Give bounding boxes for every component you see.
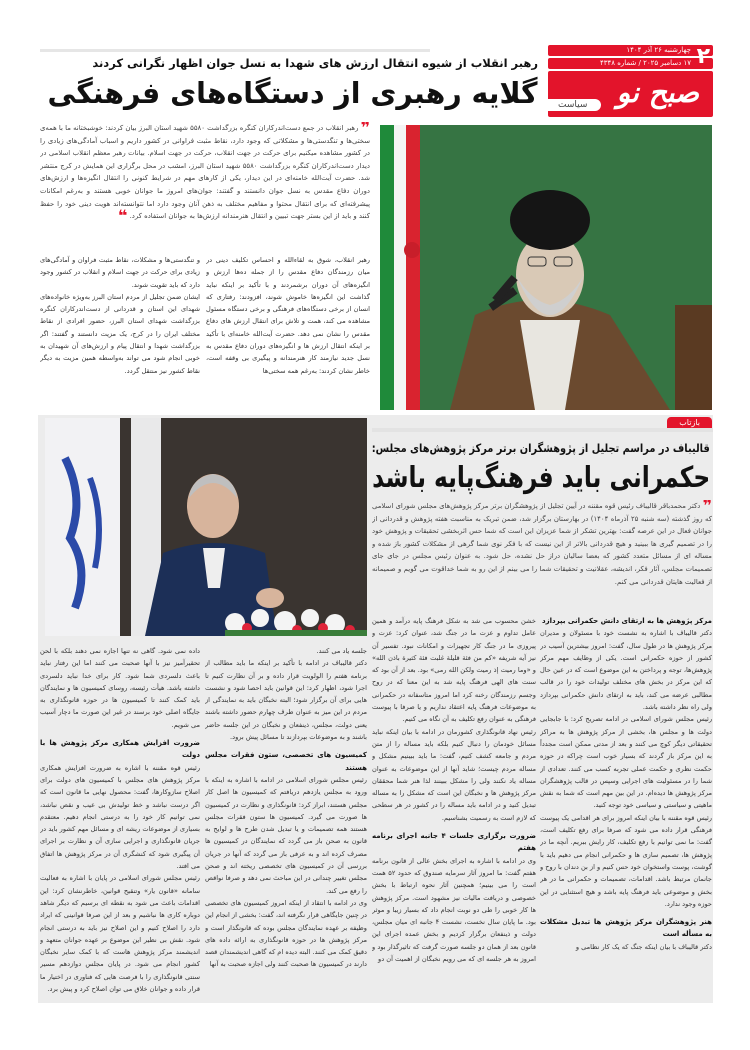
label-rule (372, 428, 713, 432)
newspaper-logo: صبح نو (616, 76, 699, 109)
paragraph: رئیس قوه مقننه با بیان اینکه امروز برای هر اقدامی یک پیوست فرهنگی قرار داده می شود که صرفا برای رفع تکلیف است، گفت: ما نمی توانیم با رفع تکلیف، کار رایش ببریم. آنچه ما در پژوهش ها، تصمیم سازی ها و حکمرانی انجام می دهیم باید با گوشت، پوست واستخوان خود حس کنیم و از بن دندان با روح و جانمان مرتبط باشد. اقدامات، تصمیمات و حکمرانی ما در هر بخش و موضوعی باید فرهنگ پایه باشد و هیچ استثنایی در این حوزه وجود ندارد. (540, 813, 712, 908)
paragraph: رهبر انقلاب، شوق به لقاءالله و احساس تکلیف دینی در میان رزمندگان دفاع مقدس را از جمله ده‌ها ارزش و انگیزه‌های آن دوران برشمردند و با تأکید بر اینکه نباید گذاشت این انگیزه‌ها خاموش شوند، افزودند: رفتاری که انسان از برخی دستگاه‌های فرهنگی و برخی دستگاه مسئول مشاهده می کند، همت و تلاش برای انتقال ارزش های دفاع مقدس را نشان نمی دهد. حضرت آیت‌الله خامنه‌ای با تأکید بر اینکه انتقال ارزش ها و انگیزه‌های دوران دفاع مقدس به نسل جدید نیازمند کار هنرمندانه و پیگیری بی وقفه است، خاطر نشان کردند: به‌رغم همه سختی‌ها (206, 256, 370, 375)
article2-kicker-box (372, 441, 710, 455)
quote-close-icon: ❝ (117, 206, 128, 226)
paragraph: خشن محسوب می شد به شکل فرهنگ پایه درآمد و همین عامل تداوم و عزت ما در جنگ شد، عنوان کرد: عزت و پیروزی ما در جنگ کار تجهیزات و امکانات نبود. تفسیر آن نیز آیه شریفه «کم من فئة قلیلة غلبت فئة کثیرة باذن الله» و «وما رمیت إذ رمیت ولکن الله رمی» بود. بعد از آن بود که سنت های الهی فرهنگ پایه شد به این معنا که در روح وجسم رزمندگان رخنه کرد اما امروز متاسفانه در حکمرانی به موضوعات فرهنگ پایه اعتقاد نداریم و یا صرفا با پیوست فرهنگی به عنوان رفع تکلیف به آن نگاه می کنیم. (372, 617, 536, 724)
masthead (548, 45, 713, 117)
paragraph: ایشان ضمن تجلیل از مردم استان البرز به‌ویژه خانواده‌های شهدای این استان و قدردانی از دست‌اندرکاران کنگره بزرگداشت شهدای استان البرز، حضور افرادی از نقاط مختلف ایران را در کرج، یک مزیت دانستند و گفتند: اگر بزرگداشت شهدا و انتقال پیام و ارزش‌های آن شهیدان به خوبی انجام شود می تواند به‌واسطه همین مزیت به دیگر نقاط کشور نیز منتقل گردد. (40, 292, 200, 375)
article2-headline-box (372, 460, 710, 494)
section-label: سیاست (548, 99, 601, 111)
quote-open-icon: ❞ (702, 500, 712, 515)
paragraph: دکتر قالیباف در ادامه با تأکید بر اینکه ما باید مطالب از برنامه هفتم را الولویت قرار داده و بر آن نظارت کنیم تا اجرا شود، اظهار کرد: این قوانین باید احصا شود و نشست هایی برای آن برگزار شود؛ البته نخبگان باید به نمایندگی از مردم در این میز به عنوان طرف چهارم حضور داشته باشند یعنی دولت، مجلس، ذینفعان و نخبگان در این جلسه حاضر باشند و به موضوعات بپردازند تا مسائل پیش برود. (205, 659, 367, 742)
article1-column-left (40, 254, 200, 402)
paragraph: رئیس قوه مقننه با اشاره به ضرورت افزایش همکاری مرکز پژوهش های مجلس با کمیسیون های دولت برای اصلاح سازوکارها، گفت: محصول نهایی ما قانون است که اگر درست نباشد و خط تولیدش بی عیب و نقص نباشد، نمی توانیم کار خود را به درستی انجام دهیم. معتقدم بسیاری از موضوعات ریشه ای و مسائل مهم کشور باید در جریان قانونگذاری و اجرایی سازی آن و نظارت بر اجرای آن پیگیری شود که کنشگری آن در مرکز پژوهش ها اتفاق می افتد. (40, 763, 200, 871)
subheading: کمیسیون های تخصصی، ستون فقرات مجلس هستند (205, 751, 367, 772)
paragraph: دکتر قالیباف با اشاره به نشست خود با مسئولان و مدیران مرکز پژوهش ها در طول سال، گفت: امروز بیشترین آسیب در کشور از حوزه حکمرانی است. یکی از وظایف مهم مرکز پژوهش‌ها، توجه و پرداختن به این موضوع است که در عین حال که این مرکز در بخش های مختلف تولیدات خود را در قالب مطالبی عرضه می کند، باید به ارتقای دانش حکمرانی بپردازد ولی راه نظر داشته باشد. (540, 629, 712, 712)
subheading: مرکز پژوهش ها به ارتقای دانش حکمرانی بپردازد (542, 617, 712, 625)
date-persian: چهارشنبه ۲۶ آذر ۱۴۰۴ (548, 45, 713, 56)
article2-lead (372, 500, 712, 608)
top-rule (40, 49, 430, 52)
article2-column-1 (540, 615, 712, 1000)
logo-box (548, 71, 713, 117)
paragraph: رئیس نهاد قانونگذاری کشورمان در ادامه با بیان اینکه نباید مسائل خودمان را دنبال کنیم بلکه باید مساله را از متن مردم و جامعه کشف کنیم، گفت: ما باید ببینیم مشکل و مساله مردم چیست؛ شاید آنها از این موضوعات به عنوان مساله یاد نکنند ولی را مشکل ببینند لذا هنر شما محققان مرکز پژوهش ها و نخبگان این است که مشکل را به مساله تبدیل کنید و در ادامه باید مساله را در کشور در هر سطحی که لازم است به رسمیت بشناسیم. (372, 727, 536, 822)
quote-open-icon: ❞ (360, 122, 370, 137)
subheading: ضرورت افزایش همکاری مرکز پژوهش ها با دولت (40, 739, 200, 760)
paragraph: رئیس مجلس شورای اسلامی در ادامه تصریح کرد: با جابجایی دولت ها و مجلس ها، بخشی از مرکز پژوهش ها به مراکز تحقیقاتی دیگر کوچ می کنند و بعد از مدتی ممکن است مجدداً به این مرکز باز گردند که بسیار خوب است چراکه در حوزه حکمت نظری و حکمت عملی تجربه کسب می کنند. تعدادی از شما را در مسئولیت های اجرایی وسپس در قالب پژوهشگران مرکز پژوهش ها دیده‌ام. در این بین مهم است که شما به نقش ماهیتی و سیاستی و سیاسی خود توجه کنید. (540, 715, 712, 810)
date-gregorian-issue: ۱۷ دسامبر ۲۰۲۵ / شماره ۴۳۴۸ (548, 58, 713, 69)
article2-column-4 (40, 645, 200, 1000)
article1-lead (40, 122, 370, 250)
paragraph: وی در ادامه با انتقاد از اینکه امروز کمیسیون های تخصصی در چنین جایگاهی قرار نگرفته اند، گفت: بخشی از انجام این وظیفه بر عهده نمایندگان مجلس بوده که قانونگذار است و مرکز پژوهش ها در حوزه قانونگذاری به ارائه داده های دقیق کمک می کنند. البته دیده ام که گاهی اندیشمندان قصد دارند در کمیسیون ها صحبت کنند ولی اجازه صحبت به آنها (205, 898, 367, 969)
article1-column-right (206, 254, 370, 402)
article2-kicker: قالیباف در مراسم تجلیل از پژوهشگران برتر مرکز پژوهش‌های مجلس: (372, 441, 710, 455)
page-number: ۲ (696, 44, 710, 69)
article2-column-2 (372, 615, 536, 1000)
subheading: ضرورت برگزاری جلسات ۴ جانبه اجرای برنامه هفتم (372, 832, 536, 853)
paragraph: داده نمی شود. گاهی نه تنها اجازه نمی دهند بلکه با لحن تحقیرآمیز نیز با آنها صحبت می کنند اما این رفتار نباید باعث دلسردی شما شود. کار برای خدا نباید دلسردی داشته باشد. هیأت رئیسه، روسای کمیسیون ها و نمایندگان باید کمک کنند تا کمیسیون ها در حوزه قانونگذاری به جایگاه اصلی خود برسند در غیر این صورت ما دچار آسیب می شویم. (40, 647, 200, 729)
article1-headline-box (48, 76, 538, 110)
subheading: هنر پژوهشگران مرکز پژوهش ها تبدیل مشکلات به مسأله است (540, 918, 712, 939)
article2-headline: حکمرانی باید فرهنگ‌پایه باشد (372, 460, 710, 494)
paragraph: و تنگدستی‌ها و مشکلات، نقاط مثبت فراوان و آمادگی‌های زیادی برای حرکت در جهت اسلام و انقلاب در کشور وجود دارد که باید تقویت شوند. (40, 256, 200, 289)
lead-text: رهبر انقلاب در جمع دست‌اندرکاران کنگره بزرگداشت ۵۵۸۰ شهید استان البرز بیان کردند: خوشبختانه ما با همه‌ی سختی‌ها و تنگدستی‌ها و مشکلاتی که وجود دارد، نقاط مثبت فراوانی در کشور داریم و اسباب آمادگی‌های زیادی را در کشور مشاهده میکنیم برای حرکت در جهت انقلاب، حرکت در جهت اسلام. بیانات رهبر معظم انقلاب اسلامی در دیدار دست‌اندرکاران کنگره بزرگداشت ۵۵۸۰ شهید استان البرز، امشب در محل برگزاری این همایش در کرج منتشر شد. حضرت آیت‌الله خامنه‌ای در این دیدار، یکی از کارهای مهم در شرایط کنونی را انتقال انگیزه‌ها و ارزش‌های دوران دفاع مقدس به نسل جوان دانستند و گفتند: جوان‌های امروز ما جوانان خوبی هستند و به‌رغم امکانات پیشرفته‌ای که برای انتقال محتوا و مفاهیم مختلف به ذهن آنان وجود دارد اما نتوانسته‌اند هویت دینی خود را حفظ کنند و باید از این بستر جهت تبیین و انتقال هنرمندانه ارزش‌ها به جوانان استفاده کرد. (40, 124, 370, 221)
article1-kicker-box (48, 56, 538, 70)
article2-column-3 (205, 645, 367, 1000)
article1-headline: گلایه رهبری از دستگاه‌های فرهنگی (47, 76, 538, 110)
paragraph: وی در ادامه با اشاره به اجرای بخش عالی از قانون برنامه هفتم گفت: ما امروز آثار سرمایه صندوق که حدود ۵۲ همت است را می بینیم؛ همچنین آثار نحوه ارتباط با بخش خصوصی و دریافت مالیات نیز مشهود است. مرکز پژوهش ها کار خوبی را طی دو نوبت انجام داد که بسیار زیبا و موثر بود. ما پایان سال نخست، نشست ۴ جانبه ای میان مجلس، دولت و ذینفعان برگزار کردیم و بخش عمده اجرای این قانون بعد از همان دو جلسه صورت گرفت که تاثیرگذار بود و امروز به هر جلسه ای که می رویم نخبگان از اهمیت آن دو (372, 856, 536, 964)
paragraph: جلسه یاد می کنند. (316, 647, 367, 655)
paragraph: رئیس مجلس شورای اسلامی در ادامه با اشاره به اینکه با ورود به مجلس یازدهم دریافتم که کمیسیون ها اصل کار مجلس هستند، ابراز کرد: قانونگذاری و نظارت در کمیسیون ها صورت می گیرد. کمیسیون ها ستون فقرات مجلس هستند همه تصمیمات و یا تبدیل شدن طرح ها و لوایح به قانون به صحن باز می گردد که نمایندگان در کمیسیون ها مصرف کرده اند و به عرفی باز می گردد که آنها در جریان بررسی آن در کمیسیون های تخصصی ریخته اند و صحن مجلس تغییر چندانی در این مباحث نمی دهد و صرفا نواقص را رفع می کند. (205, 775, 367, 895)
paragraph: دکتر قالیباف با بیان اینکه جنگ که یک کار نظامی و (575, 942, 712, 951)
section-tag: بازتاب (667, 417, 712, 428)
article1-photo (380, 125, 712, 410)
article1-kicker: رهبر انقلاب از شیوه انتقال ارزش های شهدا به نسل جوان اظهار نگرانی کردند (92, 56, 538, 70)
lead-text: دکتر محمدباقر قالیباف رئیس قوه مقننه در آیین تجلیل از پژوهشگران برتر مرکز پژوهش‌های مجلس شورای اسلامی که روز گذشته (سه شنبه ۲۵ آذرماه ۱۴۰۴) در بهارستان برگزار شد، ضمن تبریک به مناسبت هفته پژوهش و قدردانی از جوانان فعال در این عرصه گفت: بهترین تشکر از شما عزیزان این است که شما حس اثربخشی تحقیقات و پژوهش خود را در تصمیم گیری ها ببینید و هیچ قدردانی بالاتر از این نیست که با فکر نوی شما گرهی از مشکلات کشور باز شده و مساله ای از مسائل متعدد کشور که بعضا سالیان دراز حل نشده، حل شود. به عنوان رئیس مجلس در جای جای تصمیمات مجلس، آثار فکر، اندیشه، عقلانیت و تحقیقات شما را می بینم از این رو به شما خداقوت می گویم و صمیمانه از فعالیت هایتان قدردانی می کنم. (372, 502, 712, 586)
paragraph: رئیس مجلس شورای اسلامی در پایان با اشاره به فعالیت سامانه «قانون یار» وتنقیح قوانین، خاطرنشان کرد: این اقدامات باعث می شود به نقطه ای برسیم که دیگر شاهد دوباره کاری ها نباشیم و بعد از این صرفا قوانینی که ایراد دارد را اصلاح کنیم و این اصلاح نیز باید به درستی انجام شود. نقش بی نظیر این موضوع بر عهده جوانان متعهد و اندیشمند مرکز پژوهش هاست که با کمک سایر نخبگان کشور انجام می شود. در پایان مجلس دوازدهم مسیر سنتی قانونگذاری را با فرصت هایی که فناوری در اختیار ما قرار داده و جوانان خلاق می توان اصلاح کرد و پیش برد. (40, 874, 200, 994)
